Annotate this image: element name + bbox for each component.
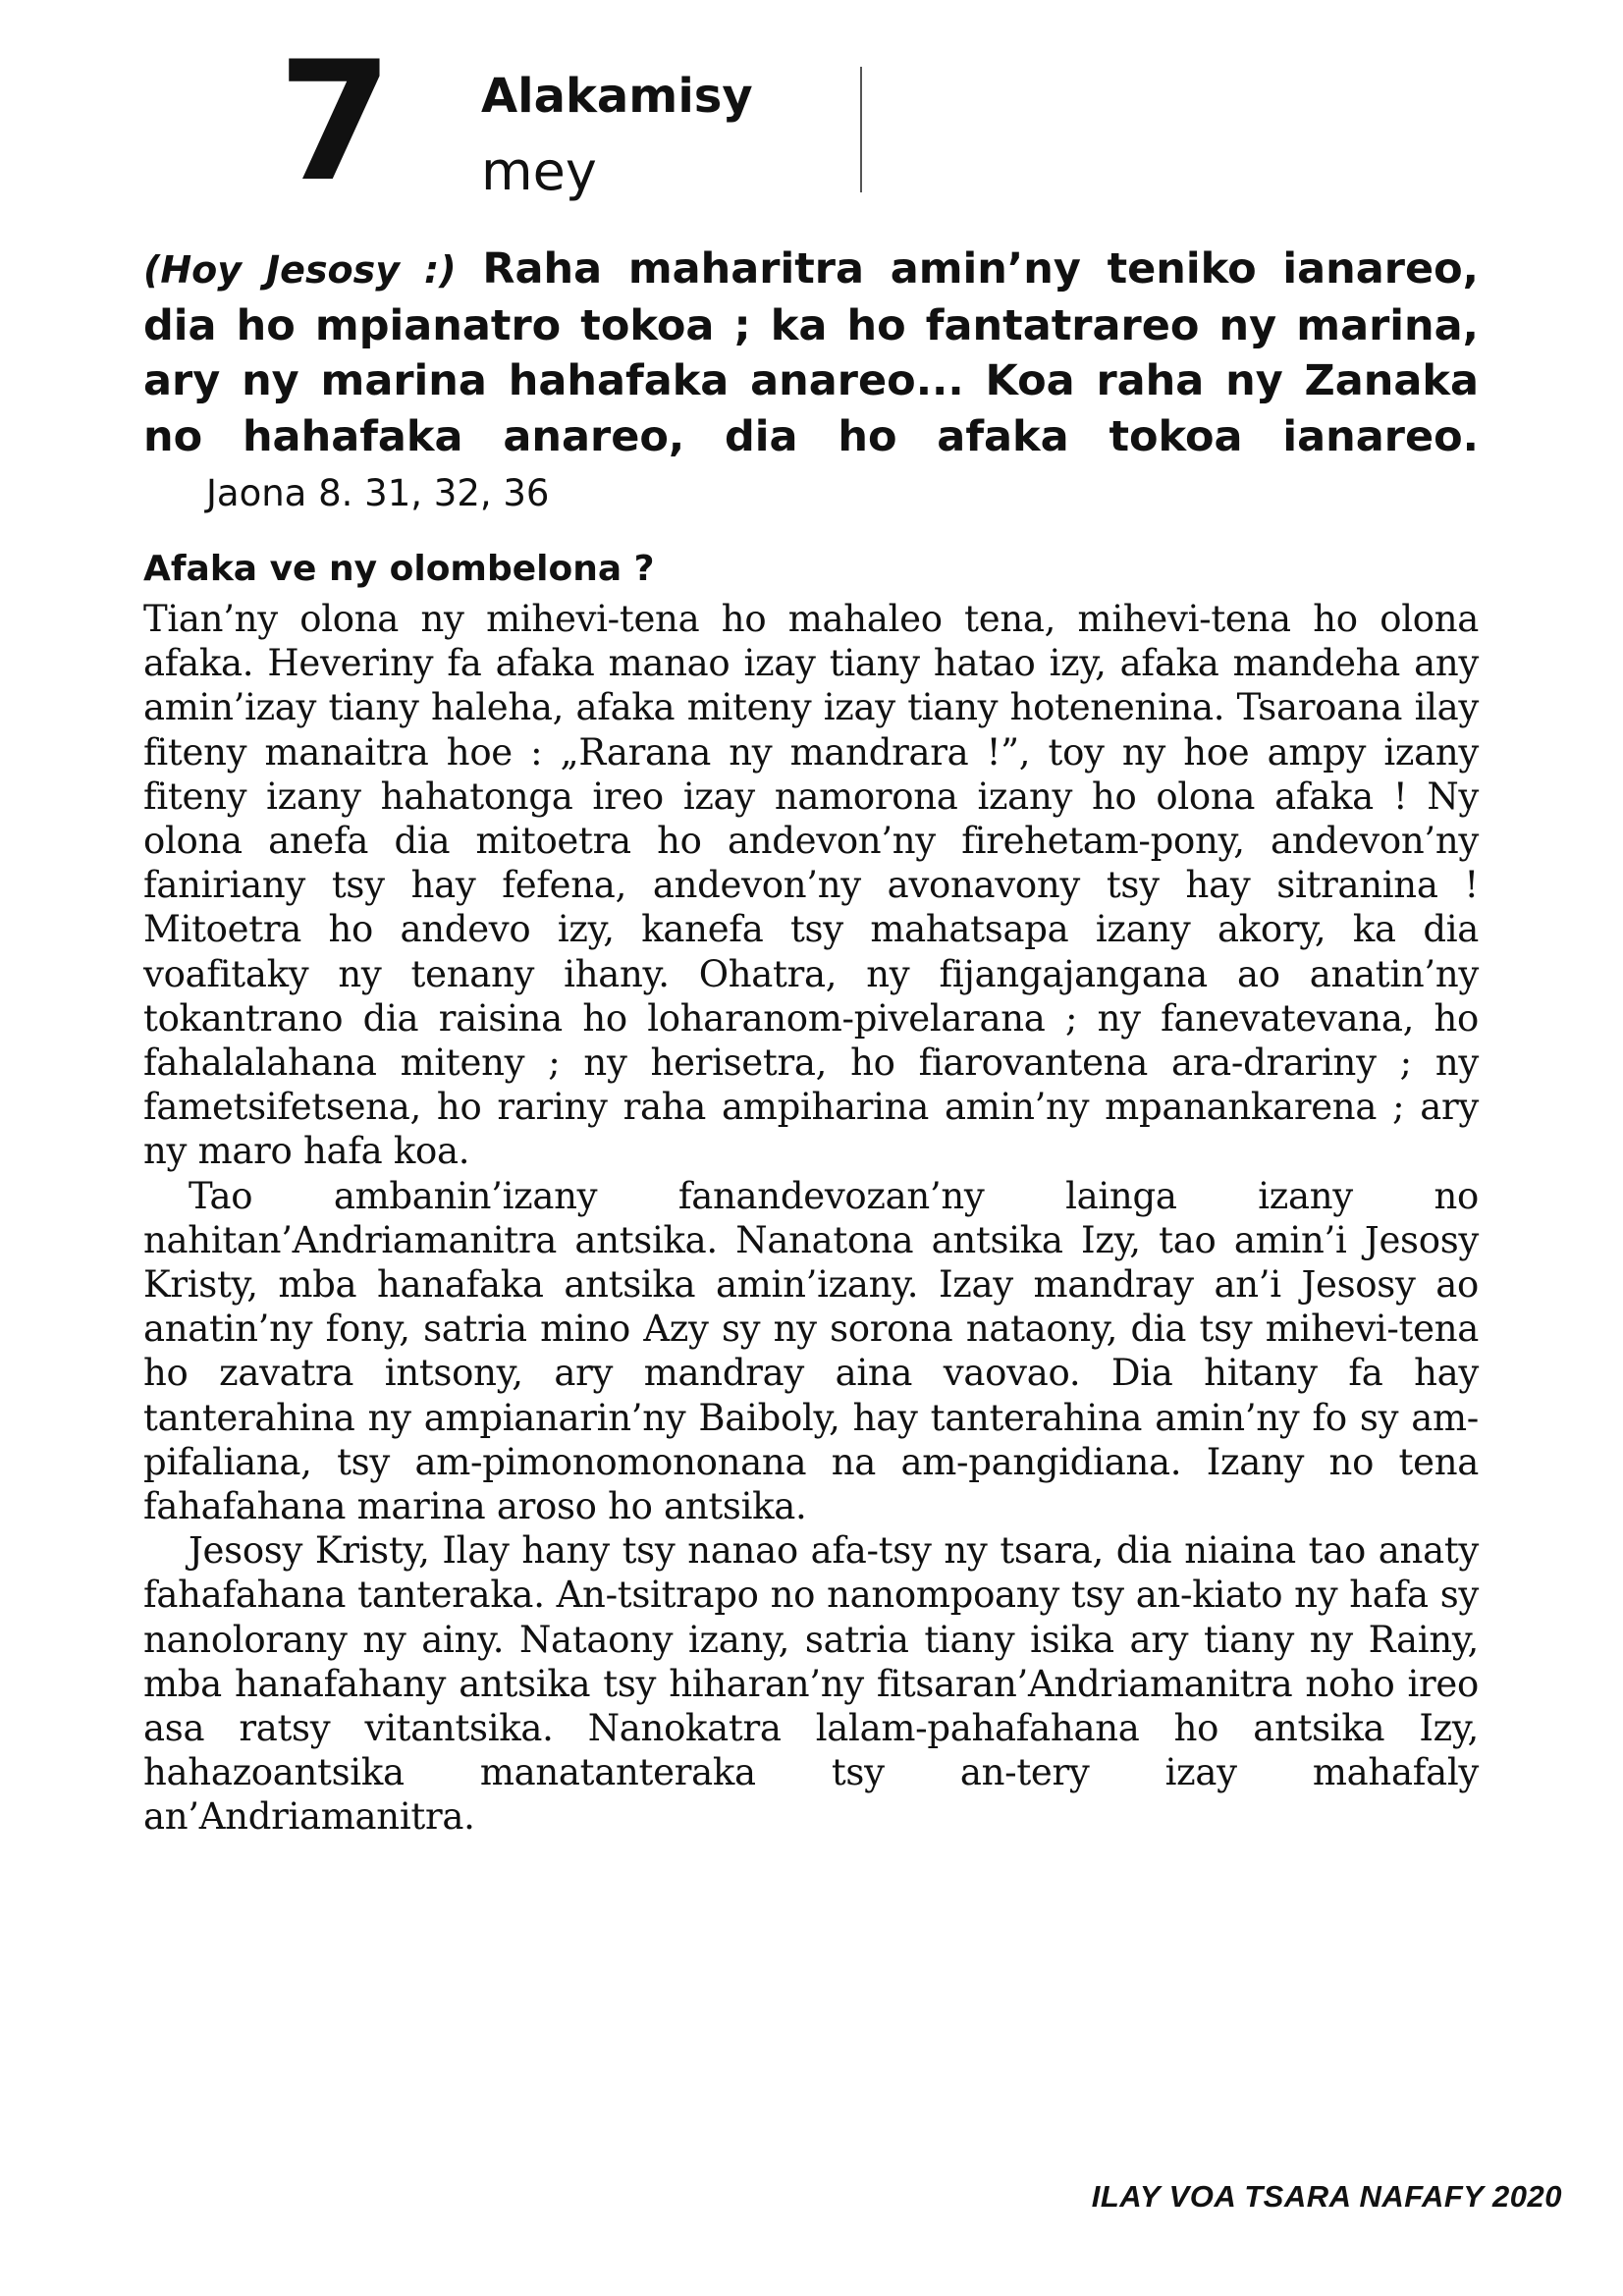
verse-text: Raha maharitra amin’ny teniko ianareo, dia ho mpianatro tokoa ; ka ho fantatrareo ny marina, ary ny marina hahafaka anareo... Koa raha ny Zanaka no hahafaka anareo, dia ho afaka tokoa ianareo. <box>143 244 1479 461</box>
article-paragraph-2: Tao ambanin’izany fanandevozan’ny lainga izany no nahitan’Andriamanitra antsika. Nanatona antsika Izy, tao amin’i Jesosy Kristy, mba hanafaka antsika amin’izany. Izay mandray an’i Jesosy ao anatin’ny fony, satria mino Azy sy ny sorona nataony, dia tsy mihevi-tena ho zavatra intsony, ary mandray aina vaovao. Dia hitany fa hay tanterahina ny ampianarin’ny Baiboly, hay tanterahina amin’ny fo sy am-pifaliana, tsy am-pimonomononana na am-pangidiana. Izany no tena fahafahana marina aroso ho antsika. <box>143 1174 1479 1528</box>
article-title: Afaka ve ny olombelona ? <box>143 549 655 589</box>
weekday-label: Alakamisy <box>481 69 753 124</box>
daily-verse <box>143 241 1479 522</box>
header-divider <box>860 67 862 192</box>
day-number: 7 <box>278 26 389 218</box>
month-label: mey <box>481 140 597 202</box>
article-body <box>143 597 1479 1840</box>
verse-intro: (Hoy Jesosy :) <box>143 248 457 292</box>
article-paragraph-3: Jesosy Kristy, Ilay hany tsy nanao afa-tsy ny tsara, dia niaina tao anaty fahafahana tanteraka. An-tsitrapo no nanompoany tsy an-kiato ny hafa sy nanolorany ny ainy. Nataony izany, satria tiany isika ary tiany ny Rainy, mba hanafahany antsika tsy hiharan’ny fitsaran’Andriamanitra noho ireo asa ratsy vitantsika. Nanokatra lalam-pahafahana ho antsika Izy, hahazoantsika manatanteraka tsy an-tery izay mahafaly an’Andriamanitra. <box>143 1529 1479 1839</box>
publication-footer: ILAY VOA TSARA NAFAFY 2020 <box>1091 2179 1562 2214</box>
verse-reference: Jaona 8. 31, 32, 36 <box>206 472 550 514</box>
article-paragraph-1: Tian’ny olona ny mihevi-tena ho mahaleo tena, mihevi-tena ho olona afaka. Heveriny fa afaka manao izay tiany hatao izy, afaka mandeha any amin’izay tiany haleha, afaka miteny izay tiany hotenenina. Tsaroana ilay fiteny manaitra hoe : „Rarana ny mandrara !”, toy ny hoe ampy izany fiteny izany hahatonga ireo izay namorona izany ho olona afaka ! Ny olona anefa dia mitoetra ho andevon’ny firehetam-pony, andevon’ny faniriany tsy hay fefena, andevon’ny avonavony tsy hay sitranina ! Mitoetra ho andevo izy, kanefa tsy mahatsapa izany akory, ka dia voafitaky ny tenany ihany. Ohatra, ny fijangajangana ao anatin’ny tokantrano dia raisina ho loharanom-pivelarana ; ny fanevatevana, ho fahalalahana miteny ; ny herisetra, ho fiarovantena ara-drariny ; ny fametsifetsena, ho rariny raha ampiharina amin’ny mpanankarena ; ary ny maro hafa koa. <box>143 598 1479 1173</box>
